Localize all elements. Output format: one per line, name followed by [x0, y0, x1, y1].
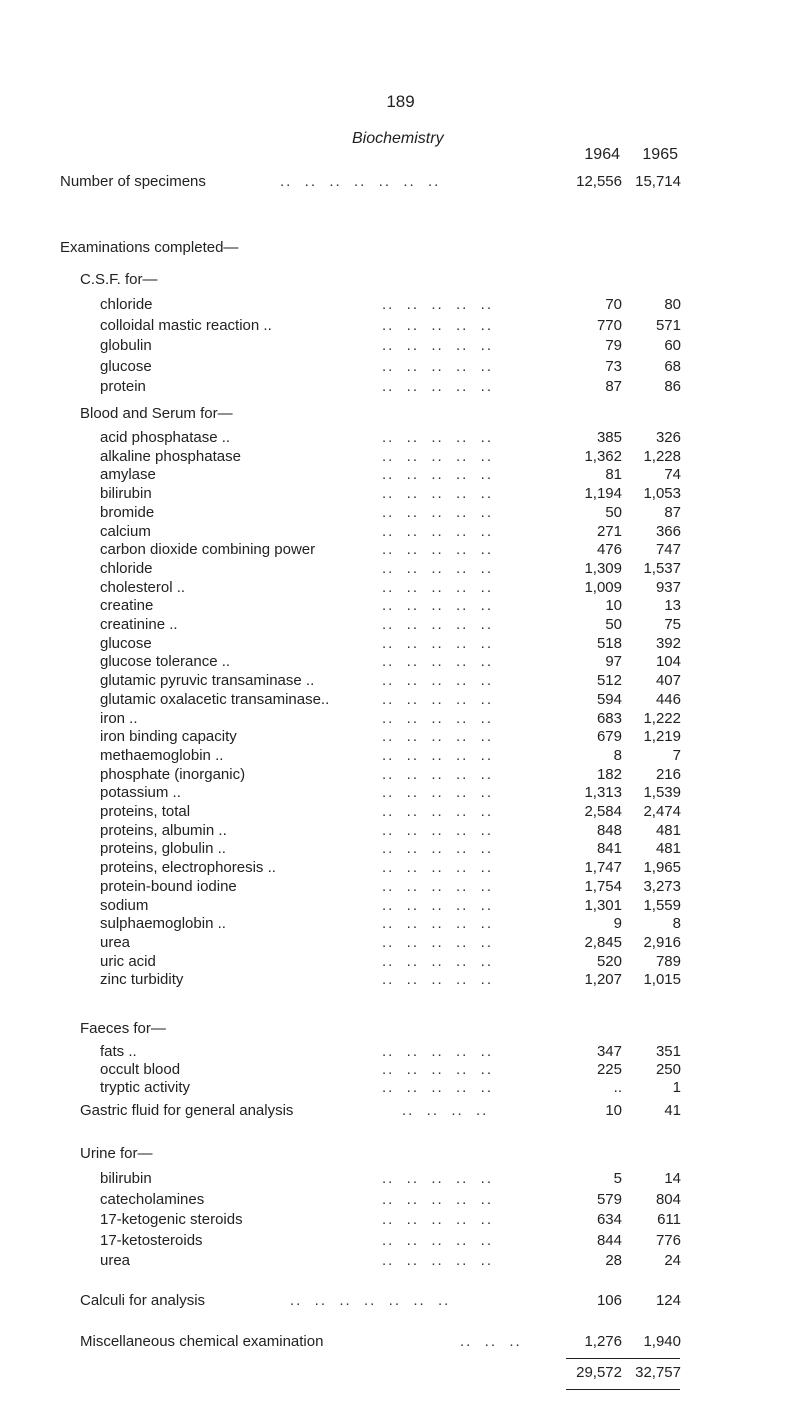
value-1964: 385 — [596, 429, 622, 446]
value-1965: 1,537 — [643, 559, 681, 577]
value-1964: 520 — [596, 952, 622, 970]
value-1964: 50 — [605, 503, 622, 521]
table-row — [0, 378, 801, 398]
row-label: cholesterol .. — [100, 578, 186, 596]
value-1964: 848 — [596, 821, 622, 839]
gastric-1964: 10 — [605, 1102, 622, 1119]
value-1964: 1,313 — [584, 784, 622, 802]
value-1964: 512 — [596, 672, 622, 690]
leader-dots: .. .. .. .. — [402, 1102, 489, 1119]
leader-dots: .. .. .. .. .. — [382, 541, 494, 559]
leader-dots: .. .. .. .. .. — [382, 933, 494, 951]
value-1965: 2,916 — [643, 933, 681, 951]
table-row — [0, 1043, 801, 1063]
row-label: protein — [100, 378, 146, 395]
value-1965: 789 — [655, 952, 681, 970]
leader-dots: .. .. .. .. .. — [382, 378, 494, 395]
urine-heading: Urine for— — [80, 1145, 153, 1162]
table-row — [0, 672, 801, 692]
leader-dots: .. .. .. .. .. — [382, 1252, 494, 1269]
value-1965: 86 — [664, 378, 681, 395]
row-label: acid phosphatase .. — [100, 429, 231, 446]
table-row — [0, 953, 801, 973]
value-1965: 1,222 — [643, 709, 681, 727]
row-label: chloride — [100, 559, 153, 577]
value-1965: 75 — [664, 616, 681, 633]
specimens-label: Number of specimens — [60, 173, 206, 190]
year-header-1964: 1964 — [584, 146, 620, 163]
leader-dots: .. .. .. .. .. — [382, 859, 494, 877]
row-label: uric acid — [100, 952, 156, 970]
leader-dots: .. .. .. .. .. — [382, 915, 494, 933]
specimens-1965: 15,714 — [635, 173, 681, 190]
value-1965: 7 — [672, 746, 681, 764]
value-1965: 14 — [664, 1170, 681, 1187]
table-row — [0, 560, 801, 580]
row-label: amylase — [100, 466, 156, 484]
value-1965: 481 — [655, 840, 681, 858]
calculi-row — [0, 1292, 801, 1312]
value-1965: 366 — [655, 522, 681, 540]
value-1964: 50 — [605, 616, 622, 633]
page-number: 189 — [386, 92, 415, 111]
total-1964: 29,572 — [576, 1364, 622, 1381]
leader-dots: .. .. .. .. .. — [382, 559, 494, 577]
csf-heading: C.S.F. for— — [80, 271, 158, 288]
leader-dots: .. .. .. .. .. — [382, 728, 494, 746]
table-row — [0, 934, 801, 954]
value-1964: 683 — [596, 709, 622, 727]
value-1964: 81 — [605, 466, 622, 484]
leader-dots: .. .. .. .. .. — [382, 765, 494, 783]
table-row — [0, 317, 801, 337]
value-1964: 347 — [596, 1043, 622, 1060]
row-label: proteins, albumin .. — [100, 821, 227, 839]
table-row — [0, 822, 801, 842]
table-row — [0, 466, 801, 486]
table-row — [0, 971, 801, 991]
row-label: urea — [100, 933, 131, 951]
totals-row — [0, 1364, 801, 1384]
row-label: proteins, total — [100, 803, 191, 820]
value-1965: 68 — [664, 357, 681, 375]
table-row — [0, 597, 801, 617]
row-label: potassium .. — [100, 784, 181, 802]
value-1964: 1,301 — [584, 896, 622, 914]
value-1964: 73 — [605, 357, 622, 375]
value-1964: 1,754 — [584, 877, 622, 895]
row-label: creatine — [100, 597, 154, 615]
table-row — [0, 337, 801, 357]
table-row — [0, 840, 801, 860]
row-label: proteins, globulin .. — [100, 840, 226, 858]
leader-dots: .. .. .. .. .. — [382, 597, 494, 615]
value-1964: 679 — [596, 728, 622, 746]
leader-dots: .. .. .. .. .. — [382, 1231, 494, 1249]
leader-dots: .. .. .. .. .. — [382, 485, 494, 503]
value-1964: 476 — [596, 541, 622, 559]
value-1965: 351 — [655, 1043, 681, 1060]
leader-dots: .. .. .. .. .. — [382, 1190, 494, 1208]
leader-dots: .. .. .. .. .. — [382, 821, 494, 839]
leader-dots: .. .. .. .. .. — [382, 503, 494, 521]
value-1965: 2,474 — [643, 803, 681, 820]
value-1964: 1,009 — [584, 578, 622, 596]
value-1964: 79 — [605, 337, 622, 354]
leader-dots: .. .. .. .. .. — [382, 316, 494, 334]
row-label: carbon dioxide combining power — [100, 541, 316, 559]
leader-dots: .. .. .. .. .. — [382, 634, 494, 652]
misc-row — [0, 1333, 801, 1353]
value-1964: 182 — [596, 765, 622, 783]
row-label: bromide — [100, 503, 155, 521]
table-row — [0, 1191, 801, 1211]
table-row — [0, 1170, 801, 1190]
table-row — [0, 1252, 801, 1272]
table-row — [0, 1061, 801, 1081]
misc-1965: 1,940 — [643, 1333, 681, 1350]
value-1965: 1,053 — [643, 485, 681, 503]
leader-dots: .. .. .. .. .. — [382, 746, 494, 764]
table-row — [0, 859, 801, 879]
table-row — [0, 784, 801, 804]
value-1965: 1,219 — [643, 728, 681, 746]
row-label: protein-bound iodine — [100, 877, 237, 895]
total-1965: 32,757 — [635, 1364, 681, 1381]
row-label: phosphate (inorganic) — [100, 765, 246, 783]
value-1964: 2,584 — [584, 803, 622, 820]
table-row — [0, 296, 801, 316]
row-label: iron .. — [100, 709, 138, 727]
value-1964: 1,747 — [584, 859, 622, 877]
specimens-row — [0, 173, 801, 193]
table-row — [0, 691, 801, 711]
row-label: catecholamines — [100, 1190, 205, 1208]
table-row — [0, 1079, 801, 1099]
table-row — [0, 897, 801, 917]
value-1964: 271 — [596, 522, 622, 540]
table-row — [0, 635, 801, 655]
value-1965: 87 — [664, 503, 681, 521]
value-1965: 1,228 — [643, 447, 681, 465]
calculi-1964: 106 — [596, 1292, 622, 1309]
value-1965: 3,273 — [643, 877, 681, 895]
leader-dots: .. .. .. — [460, 1333, 522, 1350]
value-1965: 60 — [664, 337, 681, 354]
misc-label: Miscellaneous chemical examination — [80, 1333, 324, 1350]
table-row — [0, 728, 801, 748]
year-header-1965: 1965 — [642, 146, 678, 163]
value-1965: 1,015 — [643, 971, 681, 989]
value-1965: 804 — [655, 1190, 681, 1208]
value-1964: 1,207 — [584, 971, 622, 989]
blood-heading: Blood and Serum for— — [80, 405, 233, 422]
leader-dots: .. .. .. .. .. — [382, 971, 494, 989]
value-1965: 1,539 — [643, 784, 681, 802]
table-row — [0, 747, 801, 767]
table-row — [0, 541, 801, 561]
table-row — [0, 1211, 801, 1231]
row-label: zinc turbidity — [100, 971, 184, 989]
value-1965: 747 — [655, 541, 681, 559]
page-title: Biochemistry — [352, 130, 444, 147]
value-1964: 634 — [596, 1211, 622, 1228]
value-1964: 5 — [613, 1170, 622, 1187]
row-label: urea — [100, 1252, 131, 1269]
leader-dots: .. .. .. .. .. — [382, 653, 494, 671]
row-label: creatinine .. — [100, 616, 178, 633]
table-row — [0, 616, 801, 636]
table-row — [0, 448, 801, 468]
row-label: chloride — [100, 296, 153, 313]
row-label: 17-ketogenic steroids — [100, 1211, 243, 1228]
value-1965: 481 — [655, 821, 681, 839]
table-row — [0, 579, 801, 599]
total-rule-bottom — [566, 1389, 680, 1390]
faeces-heading: Faeces for— — [80, 1020, 166, 1037]
leader-dots: .. .. .. .. .. — [382, 840, 494, 858]
row-label: occult blood — [100, 1061, 181, 1078]
value-1964: 97 — [605, 653, 622, 671]
row-label: glutamic pyruvic transaminase .. — [100, 672, 315, 690]
table-row — [0, 878, 801, 898]
specimens-1964: 12,556 — [576, 173, 622, 190]
table-row — [0, 523, 801, 543]
calculi-label: Calculi for analysis — [80, 1292, 206, 1309]
value-1964: 10 — [605, 597, 622, 615]
leader-dots: .. .. .. .. .. — [382, 337, 494, 354]
value-1965: 776 — [655, 1231, 681, 1249]
row-label: proteins, electrophoresis .. — [100, 859, 276, 877]
leader-dots: .. .. .. .. .. — [382, 578, 494, 596]
value-1964: 87 — [605, 378, 622, 395]
value-1965: 104 — [655, 653, 681, 671]
value-1964: 8 — [613, 746, 622, 764]
row-label: methaemoglobin .. — [100, 746, 224, 764]
value-1965: 216 — [655, 765, 681, 783]
examinations-heading: Examinations completed— — [60, 239, 239, 256]
value-1964: 2,845 — [584, 933, 622, 951]
row-label: calcium — [100, 522, 151, 540]
value-1965: 1 — [672, 1079, 681, 1096]
value-1965: 74 — [664, 466, 681, 484]
leader-dots: .. .. .. .. .. — [382, 447, 494, 465]
leader-dots: .. .. .. .. .. — [382, 784, 494, 802]
value-1964: .. — [613, 1079, 622, 1096]
table-row — [0, 766, 801, 786]
leader-dots: .. .. .. .. .. — [382, 896, 494, 914]
value-1964: 225 — [596, 1061, 622, 1078]
row-label: 17-ketosteroids — [100, 1231, 203, 1249]
gastric-label: Gastric fluid for general analysis — [80, 1102, 294, 1119]
leader-dots: .. .. .. .. .. — [382, 803, 494, 820]
row-label: iron binding capacity — [100, 728, 237, 746]
value-1965: 611 — [657, 1211, 681, 1228]
value-1965: 13 — [664, 597, 681, 615]
row-label: glutamic oxalacetic transaminase.. — [100, 690, 330, 708]
leader-dots: .. .. .. .. .. .. .. — [280, 173, 441, 190]
leader-dots: .. .. .. .. .. — [382, 357, 494, 375]
row-label: bilirubin — [100, 1170, 152, 1187]
value-1964: 70 — [605, 296, 622, 313]
value-1965: 1,965 — [643, 859, 681, 877]
row-label: glucose tolerance .. — [100, 653, 231, 671]
value-1964: 594 — [596, 690, 622, 708]
value-1964: 518 — [596, 634, 622, 652]
value-1964: 1,194 — [584, 485, 622, 503]
leader-dots: .. .. .. .. .. — [382, 1170, 494, 1187]
table-row — [0, 653, 801, 673]
leader-dots: .. .. .. .. .. — [382, 672, 494, 690]
leader-dots: .. .. .. .. .. — [382, 952, 494, 970]
leader-dots: .. .. .. .. .. — [382, 877, 494, 895]
value-1965: 392 — [655, 634, 681, 652]
value-1964: 841 — [596, 840, 622, 858]
value-1965: 250 — [655, 1061, 681, 1078]
value-1965: 571 — [655, 316, 681, 334]
leader-dots: .. .. .. .. .. — [382, 296, 494, 313]
row-label: fats .. — [100, 1043, 137, 1060]
leader-dots: .. .. .. .. .. — [382, 1061, 494, 1078]
value-1965: 326 — [655, 429, 681, 446]
leader-dots: .. .. .. .. .. — [382, 1043, 494, 1060]
row-label: glucose — [100, 357, 152, 375]
value-1964: 28 — [605, 1252, 622, 1269]
leader-dots: .. .. .. .. .. — [382, 466, 494, 484]
table-row — [0, 1232, 801, 1252]
row-label: sulphaemoglobin .. — [100, 915, 226, 933]
leader-dots: .. .. .. .. .. .. .. — [290, 1292, 451, 1309]
row-label: tryptic activity — [100, 1079, 191, 1096]
total-rule-top — [566, 1358, 680, 1359]
row-label: colloidal mastic reaction .. — [100, 316, 272, 334]
calculi-1965: 124 — [655, 1292, 681, 1309]
value-1964: 1,362 — [584, 447, 622, 465]
table-row — [0, 485, 801, 505]
row-label: alkaline phosphatase — [100, 447, 241, 465]
value-1964: 1,309 — [584, 559, 622, 577]
value-1965: 937 — [655, 578, 681, 596]
value-1964: 579 — [596, 1190, 622, 1208]
value-1964: 770 — [596, 316, 622, 334]
value-1965: 24 — [664, 1252, 681, 1269]
leader-dots: .. .. .. .. .. — [382, 522, 494, 540]
leader-dots: .. .. .. .. .. — [382, 429, 494, 446]
value-1964: 9 — [613, 915, 622, 933]
misc-1964: 1,276 — [584, 1333, 622, 1350]
table-row — [0, 358, 801, 378]
leader-dots: .. .. .. .. .. — [382, 1079, 494, 1096]
row-label: bilirubin — [100, 485, 152, 503]
row-label: sodium — [100, 896, 149, 914]
leader-dots: .. .. .. .. .. — [382, 709, 494, 727]
value-1965: 446 — [655, 690, 681, 708]
leader-dots: .. .. .. .. .. — [382, 690, 494, 708]
value-1964: 844 — [596, 1231, 622, 1249]
gastric-row — [0, 1102, 801, 1122]
value-1965: 407 — [655, 672, 681, 690]
table-row — [0, 710, 801, 730]
leader-dots: .. .. .. .. .. — [382, 616, 494, 633]
leader-dots: .. .. .. .. .. — [382, 1211, 494, 1228]
row-label: glucose — [100, 634, 152, 652]
table-row — [0, 915, 801, 935]
table-row — [0, 429, 801, 449]
gastric-1965: 41 — [664, 1102, 681, 1119]
value-1965: 1,559 — [643, 896, 681, 914]
table-row — [0, 803, 801, 823]
value-1965: 8 — [672, 915, 681, 933]
table-row — [0, 504, 801, 524]
value-1965: 80 — [664, 296, 681, 313]
row-label: globulin — [100, 337, 152, 354]
